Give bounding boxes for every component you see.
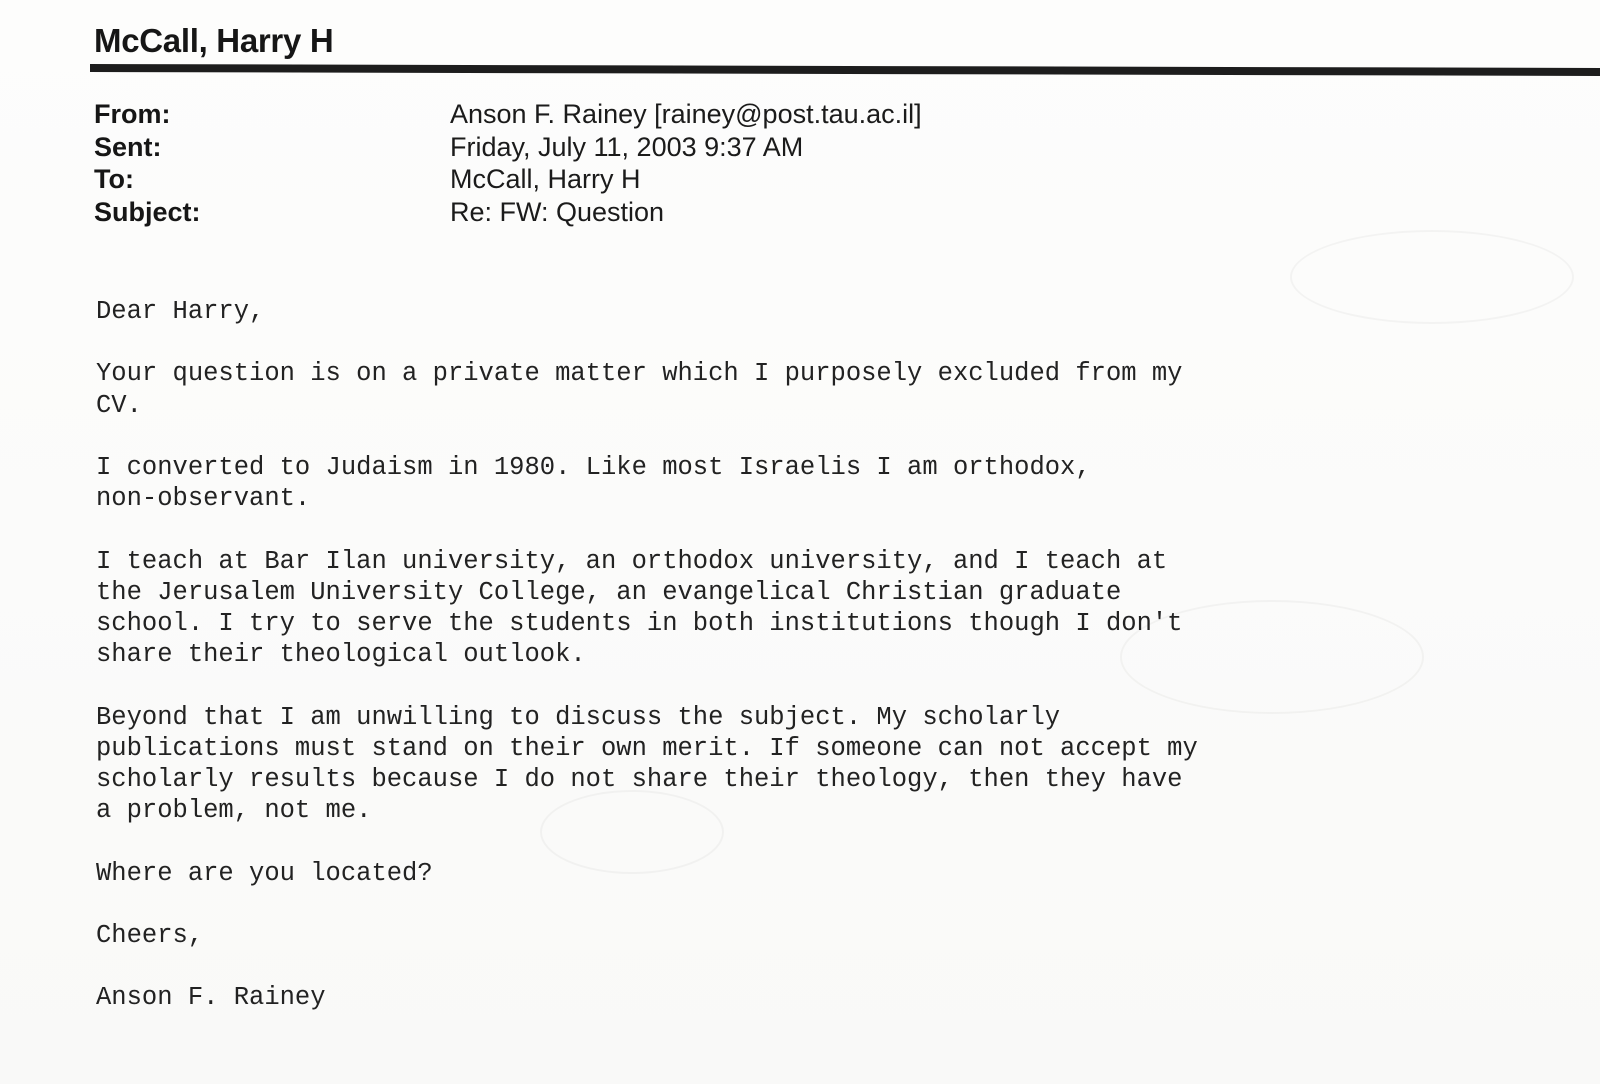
greeting: Dear Harry, (96, 297, 265, 326)
closing: Cheers, (96, 920, 204, 950)
sent-value: Friday, July 11, 2003 9:37 AM (450, 131, 804, 162)
from-label: From: (94, 99, 171, 129)
to-label: To: (94, 164, 134, 194)
subject-row (94, 196, 922, 229)
subject-value: Re: FW: Question (450, 196, 665, 227)
to-value: McCall, Harry H (450, 164, 641, 194)
to-row (94, 163, 922, 196)
signature: Anson F. Rainey (96, 983, 326, 1013)
body-paragraph: I teach at Bar Ilan university, an orthodox university, and I teach at the Jerusalem University College, an evangelical Christian graduate school. I try to serve the students in both institutions though I don't share their theological outlook. (96, 546, 1183, 670)
sent-row (94, 131, 922, 164)
header-divider (90, 64, 1600, 76)
from-value: Anson F. Rainey [rainey@post.tau.ac.il] (450, 99, 922, 129)
subject-label: Subject: (94, 196, 201, 227)
email-body (96, 296, 1396, 1045)
body-paragraph: Beyond that I am unwilling to discuss the subject. My scholarly publications must stand on their own merit. If someone can not accept my scholarly results because I do not share their theology, then they have a problem, not me. (96, 702, 1198, 826)
email-header-fields (94, 98, 922, 228)
from-row (94, 98, 922, 131)
body-paragraph: Your question is on a private matter which I purposely excluded from my CV. (96, 359, 1183, 420)
body-paragraph: Where are you located? (96, 858, 433, 888)
body-paragraph: I converted to Judaism in 1980. Like most Israelis I am orthodox, non-observant. (96, 452, 1091, 514)
mailbox-owner-name: McCall, Harry H (94, 22, 334, 59)
sent-label: Sent: (94, 131, 162, 162)
